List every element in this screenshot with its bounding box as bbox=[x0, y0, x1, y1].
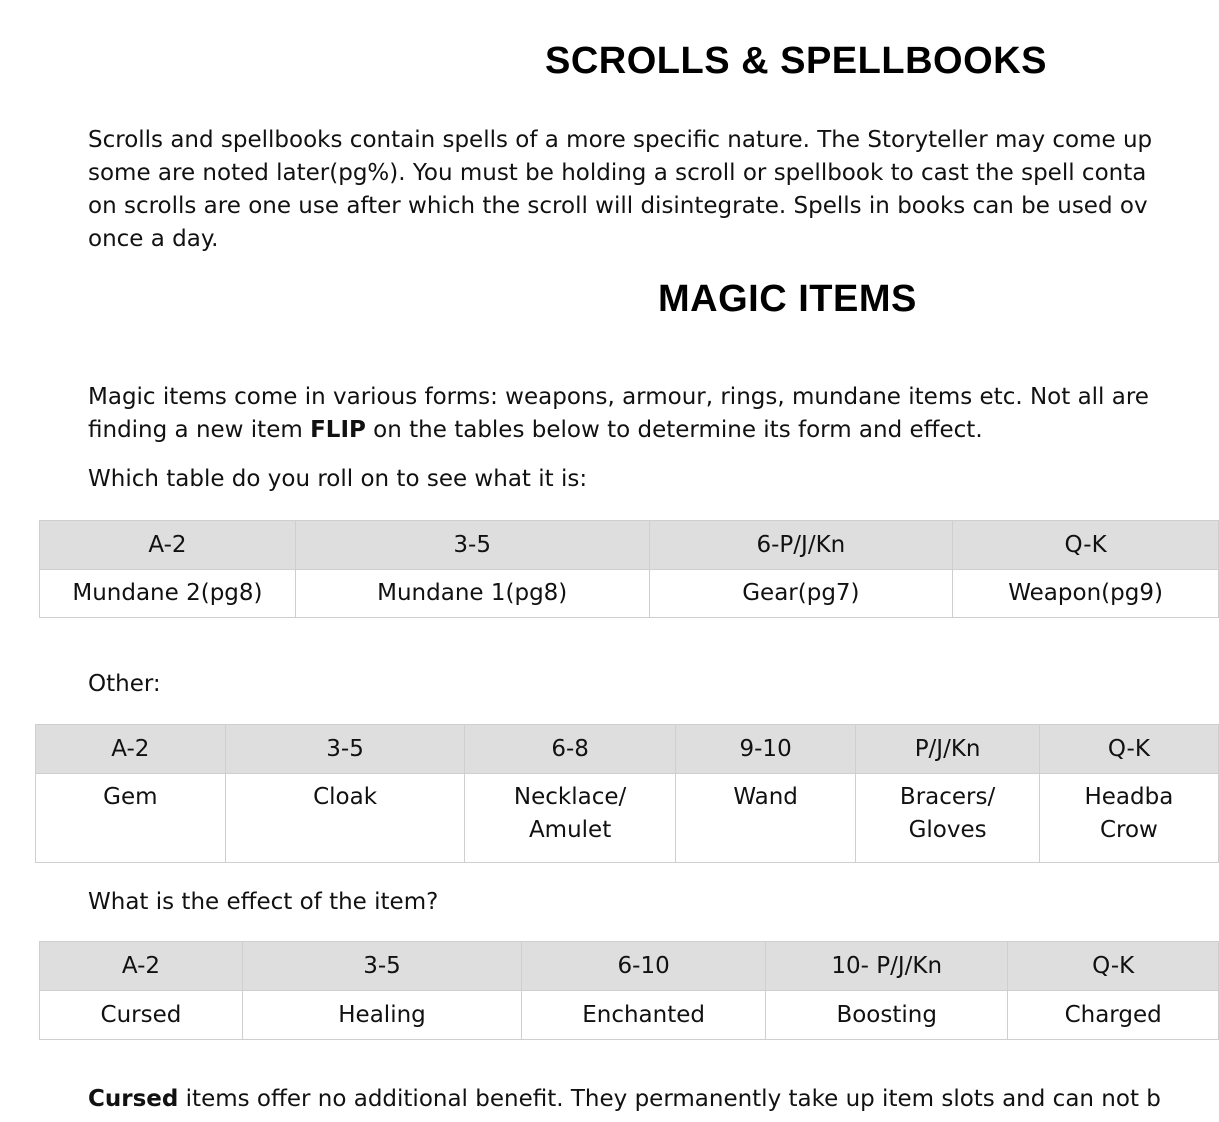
cursed-text: items offer no additional benefit. They permanently take up item slots and can not b bbox=[178, 1086, 1161, 1112]
table-cell: Charged bbox=[1008, 991, 1219, 1040]
which-table-label: Which table do you roll on to see what it is: bbox=[88, 466, 588, 492]
table-header-cell: A-2 bbox=[36, 725, 226, 774]
cell-line: Cloak bbox=[313, 784, 378, 810]
item-effect-table bbox=[39, 941, 1219, 1040]
table-cell: Cursed bbox=[40, 991, 243, 1040]
table-cell: Boosting bbox=[766, 991, 1008, 1040]
table-header-cell: 3-5 bbox=[242, 942, 521, 991]
cell-line: Gloves bbox=[908, 817, 987, 843]
cell-line: Necklace/ bbox=[513, 784, 627, 810]
table-cell: Mundane 1(pg8) bbox=[295, 570, 649, 618]
table-cell: Enchanted bbox=[522, 991, 766, 1040]
cell-line: Wand bbox=[733, 784, 798, 810]
scrolls-line-3: on scrolls are one use after which the scroll will disintegrate. Spells in books can be used ov bbox=[88, 193, 1148, 219]
item-form-table bbox=[39, 520, 1219, 618]
table-cell bbox=[465, 774, 675, 863]
table-header-cell: Q-K bbox=[1039, 725, 1218, 774]
table-header-cell: 6-P/J/Kn bbox=[649, 521, 953, 570]
magic-line-2 bbox=[88, 414, 1219, 447]
table-header-cell: A-2 bbox=[40, 942, 243, 991]
cell-line: Gem bbox=[103, 784, 158, 810]
table-header-cell: P/J/Kn bbox=[856, 725, 1039, 774]
table-header-cell: 9-10 bbox=[675, 725, 856, 774]
scrolls-line-1: Scrolls and spellbooks contain spells of a more specific nature. The Storyteller may come up bbox=[88, 127, 1153, 153]
cell-line: Bracers/ bbox=[899, 784, 996, 810]
scrolls-line-4: once a day. bbox=[88, 226, 219, 252]
table-row bbox=[40, 991, 1219, 1040]
cursed-paragraph bbox=[88, 1086, 1161, 1112]
table-header-row bbox=[40, 942, 1219, 991]
table-cell: Weapon(pg9) bbox=[953, 570, 1219, 618]
cursed-keyword: Cursed bbox=[88, 1086, 179, 1112]
cell-line: Amulet bbox=[528, 817, 612, 843]
other-items-table bbox=[35, 724, 1219, 863]
magic-line-2-pre: finding a new item bbox=[88, 417, 311, 443]
table-cell bbox=[675, 774, 856, 863]
table-cell: Gear(pg7) bbox=[649, 570, 953, 618]
table-header-cell: Q-K bbox=[1008, 942, 1219, 991]
table-row bbox=[36, 774, 1219, 863]
table-header-row bbox=[36, 725, 1219, 774]
table-cell bbox=[1039, 774, 1218, 863]
table-header-cell: 6-8 bbox=[465, 725, 675, 774]
table-cell bbox=[856, 774, 1039, 863]
table-header-cell: 6-10 bbox=[522, 942, 766, 991]
table-header-cell: 3-5 bbox=[295, 521, 649, 570]
cell-line: Headba bbox=[1084, 784, 1174, 810]
table-cell: Healing bbox=[242, 991, 521, 1040]
table-header-cell: 10- P/J/Kn bbox=[766, 942, 1008, 991]
table-header-cell: A-2 bbox=[40, 521, 296, 570]
table-header-cell: Q-K bbox=[953, 521, 1219, 570]
magic-items-heading: MAGIC ITEMS bbox=[658, 278, 917, 320]
scrolls-heading: SCROLLS & SPELLBOOKS bbox=[545, 40, 1047, 82]
cell-line: Crow bbox=[1099, 817, 1158, 843]
scrolls-line-2: some are noted later(pg%). You must be holding a scroll or spellbook to cast the spell conta bbox=[88, 160, 1147, 186]
table-row bbox=[40, 570, 1219, 618]
magic-line-2-post: on the tables below to determine its form and effect. bbox=[365, 417, 983, 443]
magic-items-paragraph bbox=[88, 381, 1219, 447]
effect-label: What is the effect of the item? bbox=[88, 889, 439, 915]
table-cell: Mundane 2(pg8) bbox=[40, 570, 296, 618]
scrolls-paragraph bbox=[88, 124, 1219, 256]
table-header-cell: 3-5 bbox=[225, 725, 465, 774]
flip-keyword: FLIP bbox=[310, 417, 366, 443]
other-label: Other: bbox=[88, 671, 161, 697]
table-header-row bbox=[40, 521, 1219, 570]
table-cell bbox=[225, 774, 465, 863]
table-cell bbox=[36, 774, 226, 863]
magic-line-1: Magic items come in various forms: weapons, armour, rings, mundane items etc. Not all are bbox=[88, 384, 1149, 410]
